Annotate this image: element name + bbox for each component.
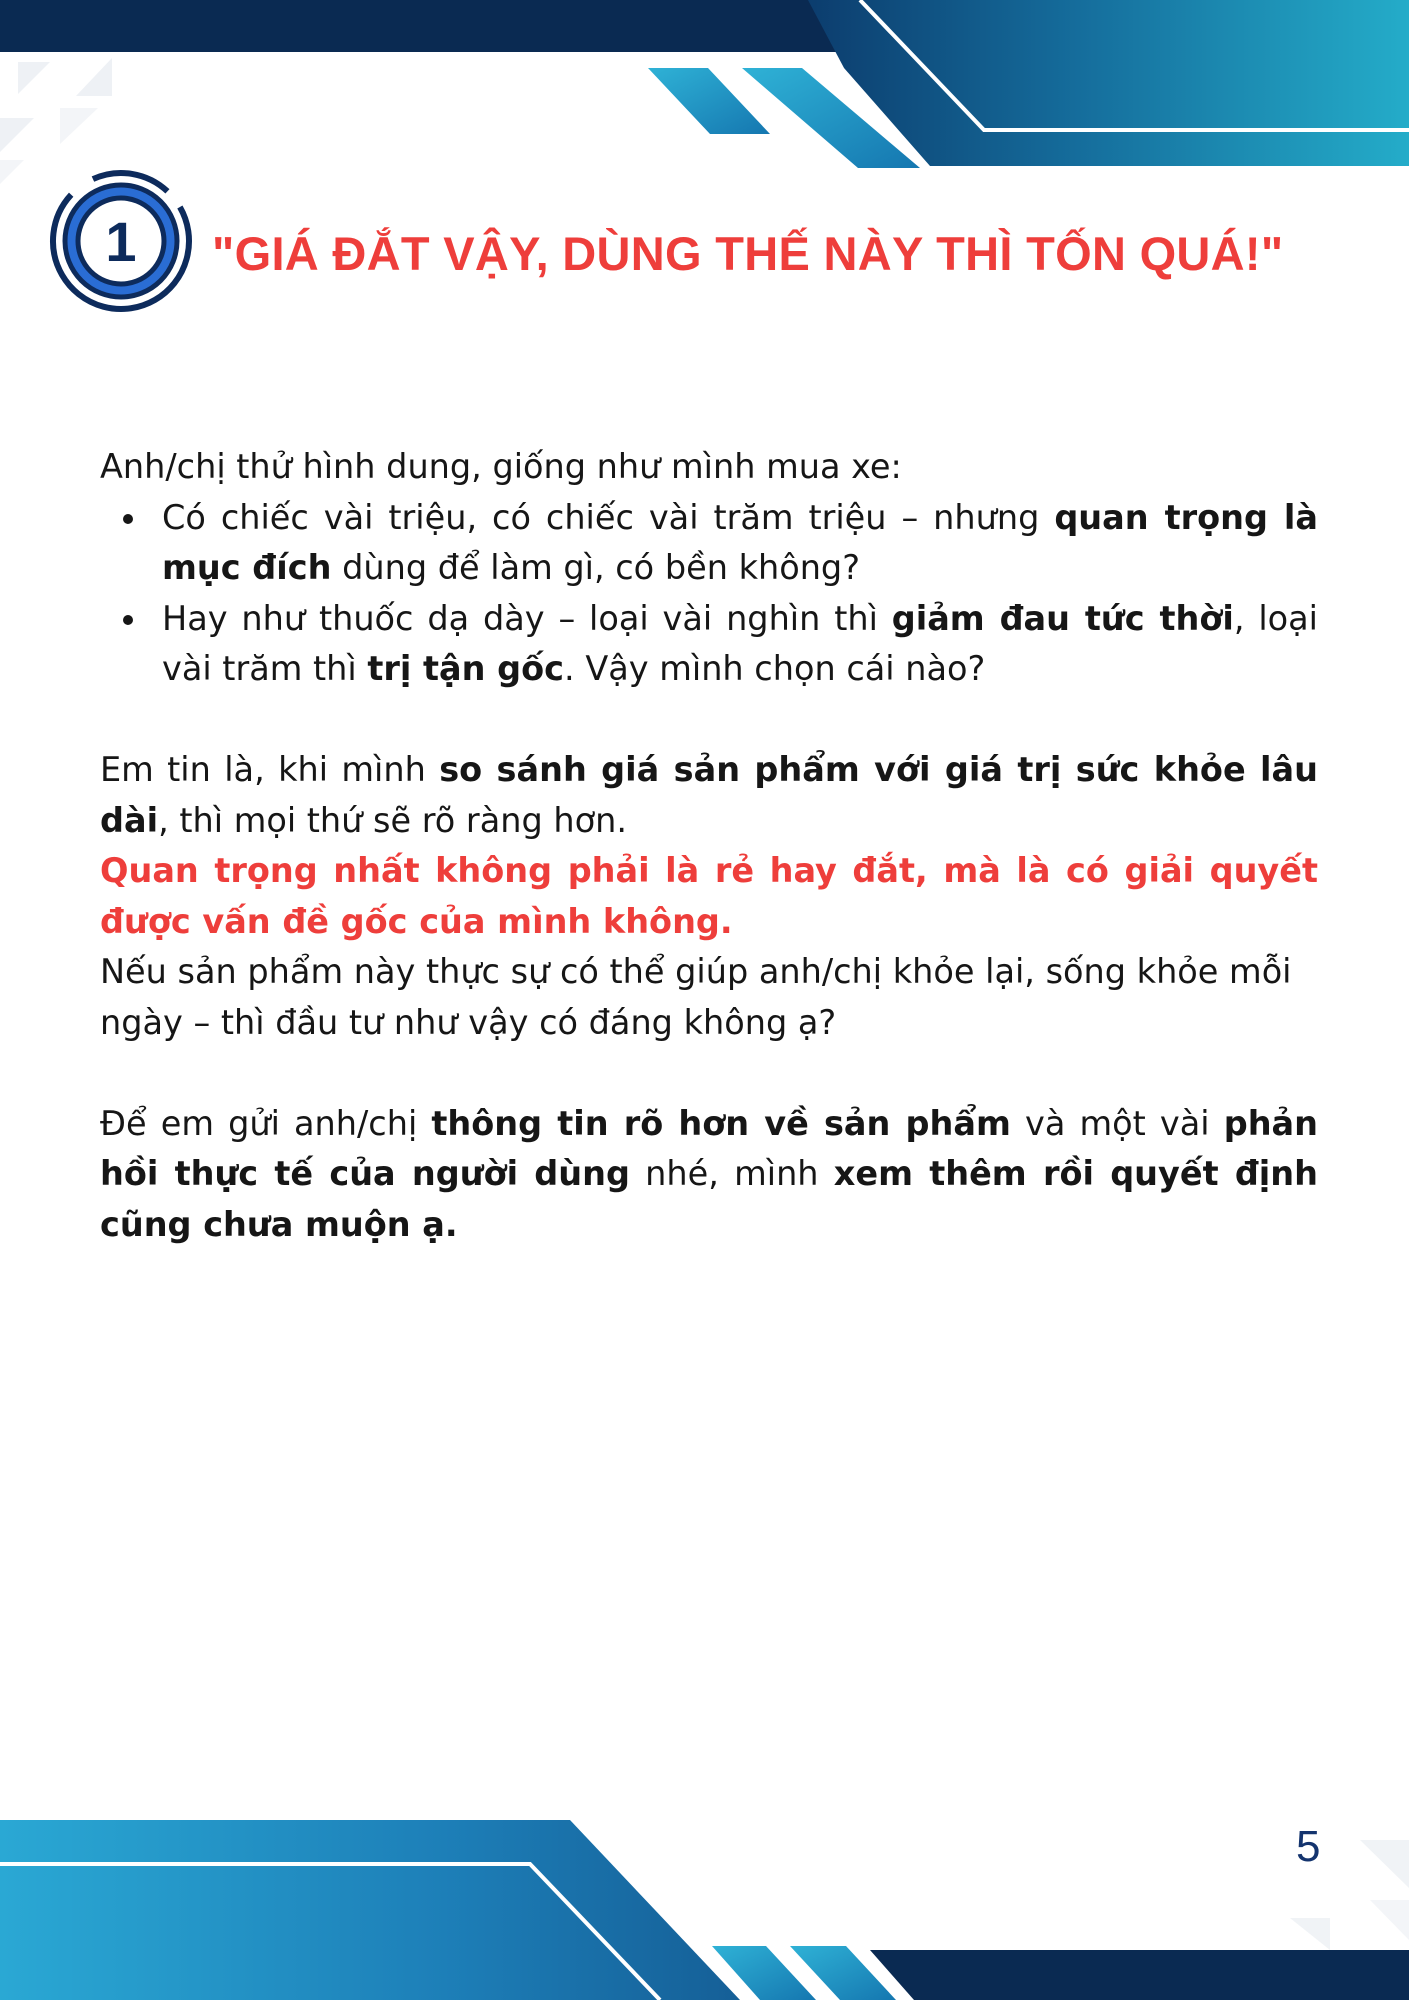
key-message: Quan trọng nhất không phải là rẻ hay đắt, mà là có giải quyết được vấn đề gốc của mình không.	[100, 851, 1318, 941]
closing-paragraph: Để em gửi anh/chị thông tin rõ hơn về sản phẩm và một vài phản hồi thực tế của người dùng nhé, mình xem thêm rồi quyết định cũng chưa muộn ạ.	[100, 1103, 1319, 1244]
section-number: 1	[105, 210, 137, 273]
header-white-line	[860, 0, 1409, 130]
header-triangle-3	[0, 118, 34, 152]
footer-triangle-2	[1290, 1918, 1330, 1950]
section-number-badge	[46, 166, 206, 326]
header-stripe-2	[742, 68, 920, 168]
footer-triangle-3	[1370, 1900, 1409, 1940]
footer-teal-band	[0, 1820, 740, 2000]
list-item: Có chiếc vài triệu, có chiếc vài trăm triệu – nhưng quan trọng là mục đích dùng để làm gì, có bền không?	[100, 493, 1318, 594]
header-triangle-2	[76, 58, 112, 96]
footer-stripe-2	[790, 1946, 896, 2000]
header-stripe-1	[648, 68, 770, 134]
header-triangle-5	[0, 160, 24, 184]
footer-navy-band	[870, 1950, 1409, 2000]
body-content	[100, 442, 1318, 1250]
list-item: Hay như thuốc dạ dày – loại vài nghìn thì giảm đau tức thời, loại vài trăm thì trị tận gốc. Vậy mình chọn cái nào?	[100, 594, 1318, 695]
header-decoration	[0, 0, 1409, 200]
intro-text: Anh/chị thử hình dung, giống như mình mua xe:	[100, 447, 902, 486]
footer-white-line	[0, 1864, 660, 2000]
header-triangle-1	[18, 62, 50, 94]
example-list	[100, 493, 1318, 695]
page-number: 5	[1296, 1822, 1321, 1871]
header-navy-band	[0, 0, 1409, 52]
header-teal-band	[808, 0, 1409, 166]
section-title: "GIÁ ĐẮT VẬY, DÙNG THẾ NÀY THÌ TỐN QUÁ!"	[212, 227, 1284, 280]
investment-question: Nếu sản phẩm này thực sự có thể giúp anh/chị khỏe lại, sống khỏe mỗi ngày – thì đầu tư như vậy có đáng không ạ?	[100, 952, 1292, 1042]
header-triangle-4	[60, 108, 98, 144]
comparison-paragraph: Em tin là, khi mình so sánh giá sản phẩm với giá trị sức khỏe lâu dài, thì mọi thứ sẽ rõ ràng hơn.	[100, 750, 1318, 840]
footer-triangle-1	[1360, 1840, 1409, 1888]
footer-stripe-1	[712, 1946, 816, 2000]
footer-decoration	[0, 1800, 1409, 2000]
